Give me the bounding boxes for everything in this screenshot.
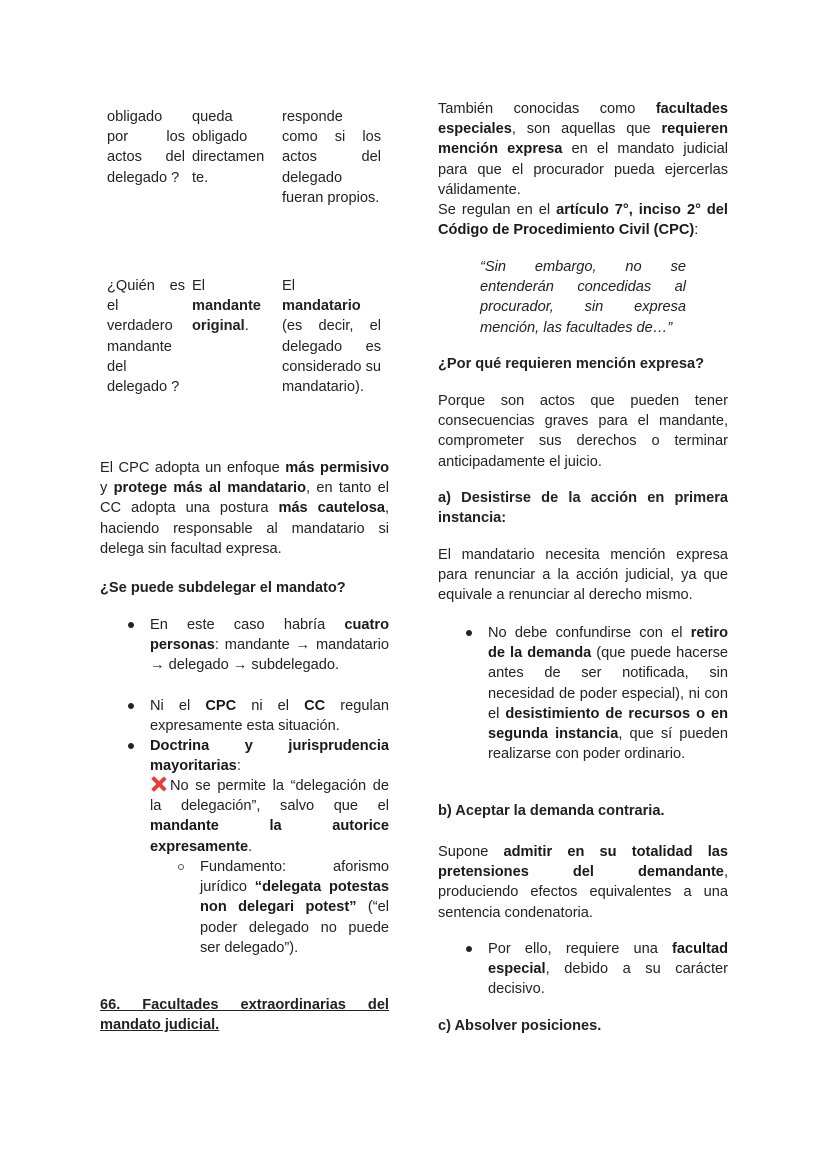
list-item: No debe confundirse con el retiro de la demanda (que puede hacerse antes de ser notificada, sin necesidad de poder especial), ni con el desistimiento de recursos o en segunda instancia, que sí pueden realizarse con poder ordinario. — [488, 625, 729, 763]
table-cell-question: ¿Quién es el verdadero mandante del delegado ? — [107, 278, 185, 396]
intro-paragraph: También conocidas como facultades especiales, son aquellas que requieren mención expresa en el mandato judicial para que el procurador pueda ejercerlas válidamente. — [438, 101, 728, 198]
heading-porque: ¿Por qué requieren mención expresa? — [438, 356, 705, 372]
table-cell-cpc: El mandatario (es decir, el delegado es considerado su mandatario). — [282, 278, 381, 396]
heading-b: b) Aceptar la demanda contraria. — [438, 803, 665, 819]
cross-mark-icon — [150, 776, 166, 792]
hollow-bullet-icon — [178, 864, 184, 870]
bullet-icon — [466, 946, 472, 952]
a-paragraph: El mandatario necesita mención expresa para renunciar a la acción judicial, ya que equivale a renunciar al derecho mismo. — [438, 547, 728, 604]
list-item: Ni el CPC ni el CC regulan expresamente esta situación. — [150, 698, 389, 735]
bullet-icon — [128, 703, 134, 709]
list-item: Por ello, requiere una facultad especial, debido a su carácter decisivo. — [488, 941, 728, 998]
b-paragraph: Supone admitir en su totalidad las pretensiones del demandante, produciendo efectos equivalentes a una sentencia condenatoria. — [438, 844, 729, 921]
porque-paragraph: Porque son actos que pueden tener consecuencias graves para el mandante, comprometer sus derechos o terminar anticipadamente el juicio. — [438, 393, 728, 470]
heading-c: c) Absolver posiciones. — [438, 1018, 602, 1034]
bullet-icon — [466, 630, 472, 636]
list-item: Doctrina y jurisprudencia mayoritarias: — [150, 738, 389, 775]
table-cell-question: obligado por los actos del delegado ? — [107, 109, 185, 186]
table-cell-cc: El mandante original. — [192, 278, 261, 335]
regulan-paragraph: Se regulan en el artículo 7°, inciso 2° del Código de Procedimiento Civil (CPC): — [438, 202, 728, 239]
heading-a: a) Desistirse de la acción en primera instancia: — [438, 490, 728, 527]
paragraph-cpc-cc: El CPC adopta un enfoque más permisivo y protege más al mandatario, en tanto el CC adopta una postura más cautelosa, haciendo responsable al mandatario si delega sin facultad expresa. — [100, 460, 389, 557]
bullet-icon — [128, 622, 134, 628]
table-cell-cc: queda obligado directamen te. — [192, 109, 265, 186]
legal-quote: “Sin embargo, no se entenderán concedidas al procurador, sin expresa mención, las facultades de…” — [480, 259, 686, 336]
section-heading-66: 66. Facultades extraordinarias del mandato judicial. — [100, 997, 389, 1034]
sub-list-item: Fundamento: aforismo jurídico “delegata potestas non delegari potest” (“el poder delegado no puede ser delegado”). — [200, 859, 389, 956]
heading-subdelegar: ¿Se puede subdelegar el mandato? — [100, 580, 346, 596]
no-permite-paragraph: No se permite la “delegación de la delegación”, salvo que el mandante la autorice expresamente. — [150, 778, 389, 855]
table-cell-cpc: responde como si los actos del delegado fueran propios. — [282, 109, 381, 206]
bullet-icon — [128, 743, 134, 749]
list-item: En este caso habría cuatro personas: mandante → mandatario → delegado → subdelegado. — [150, 617, 389, 674]
